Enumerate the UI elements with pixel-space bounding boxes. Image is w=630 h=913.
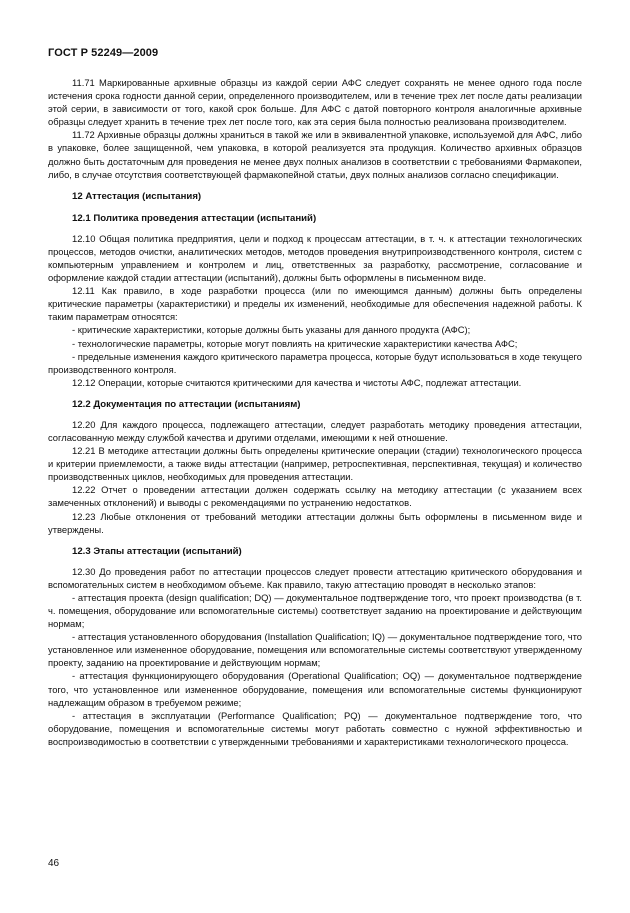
subsection-heading-12-1: 12.1 Политика проведения аттестации (испытаний)	[72, 212, 317, 224]
document-header: ГОСТ Р 52249—2009	[48, 47, 159, 59]
page-number: 46	[48, 858, 60, 869]
paragraph-12-22: 12.22 Отчет о проведении аттестации должен содержать ссылку на методику аттестации (с указанием всех замеченных отклонений) и выводы с рекомендациями по устранению недостатков.	[48, 484, 582, 509]
list-item-critical-characteristics: - критические характеристики, которые должны быть указаны для данного продукта (АФС);	[72, 324, 471, 336]
list-item-parameter-limits: - предельные изменения каждого критического параметра процесса, которые будут использоваться в ходе текущего производственного контроля.	[48, 350, 582, 375]
section-heading-12: 12 Аттестация (испытания)	[72, 190, 202, 202]
subsection-heading-12-3: 12.3 Этапы аттестации (испытаний)	[72, 545, 242, 557]
paragraph-11-72: 11.72 Архивные образцы должны храниться в такой же или в эквивалентной упаковке, используемой для АФС, либо в упаковке, более защищенной, чем упаковка, в которой реализуется эта продукция. Количество архивных образцов должно быть достаточным для проведения не менее двух полных анализов в соответствии с требованиями Фармакопеи, либо, в случае отсутствия соответствующей фармакопейной статьи, двух полных анализов согласно спецификации.	[48, 129, 582, 180]
list-item-dq: - аттестация проекта (design qualification; DQ) — документальное подтверждение того, что проект производства (в т. ч. помещения, оборудование или вспомогательные системы) соответствует заданию на проектирование и действующим нормам;	[48, 591, 582, 630]
paragraph-11-71: 11.71 Маркированные архивные образцы из каждой серии АФС следует сохранять не менее одного года после истечения срока годности данной серии, определенного производителем, или в течение трех лет после даты реализации этой серии, в зависимости от того, какой срок больше. Для АФС с датой повторного контроля аналогичные архивные образцы следует хранить в течение трех лет после того, как эта серия была полностью реализована производителем.	[48, 77, 582, 128]
paragraph-12-12: 12.12 Операции, которые считаются критическими для качества и чистоты АФС, подлежат аттестации.	[72, 376, 522, 388]
list-item-iq: - аттестация установленного оборудования (Installation Qualification; IQ) — документальное подтверждение того, что установленное или измененное оборудование, помещения или вспомогательные системы соответствуют утвержденному проекту, заданию на проектирование и действующим нормам;	[48, 631, 582, 669]
list-item-process-parameters: - технологические параметры, которые могут повлиять на критические характеристики качества АФС;	[72, 337, 518, 349]
paragraph-12-23: 12.23 Любые отклонения от требований методики аттестации должны быть оформлены в письменном виде и утверждены.	[48, 510, 582, 535]
paragraph-12-10: 12.10 Общая политика предприятия, цели и подход к процессам аттестации, в т. ч. к аттестации технологических процессов, методов очистки, аналитических методов, методов проведения внутрипроизводственного контроля, систем с компьютерным управлением и контролем и лиц, ответственных за разработку, рассмотрение, согласование и оформление каждой стадии аттестации (испытаний), должны быть оформлены в письменном виде.	[48, 232, 582, 284]
paragraph-12-20: 12.20 Для каждого процесса, подлежащего аттестации, следует разработать методику проведения аттестации, согласованную между службой качества и другими отделами, имеющими к ней отношение.	[48, 418, 582, 443]
subsection-heading-12-2: 12.2 Документация по аттестации (испытаниям)	[72, 398, 301, 410]
list-item-oq: - аттестация функционирующего оборудования (Operational Qualification; OQ) — документальное подтверждение того, что установленное или измененное оборудование, помещения или вспомогательные системы функционируют надлежащим образом в требуемом режиме;	[48, 670, 582, 708]
list-item-pq: - аттестация в эксплуатации (Performance Qualification; PQ) — документальное подтверждение того, что оборудование, помещения и вспомогательные системы могут работать совместно с нужной эффективностью и воспроизводимостью в соответствии с утвержденными требованиями и характеристиками технологического процесса.	[48, 709, 582, 747]
paragraph-12-30: 12.30 До проведения работ по аттестации процессов следует провести аттестацию критического оборудования и вспомогательных систем в необходимом объеме. Как правило, такую аттестацию проводят в несколько этапов:	[48, 565, 582, 590]
paragraph-12-11: 12.11 Как правило, в ходе разработки процесса (или по имеющимся данным) должны быть определены критические параметры (характеристики) и пределы их изменений, необходимые для обеспечения надежной работы. К таким параметрам относятся:	[48, 285, 582, 323]
document-body	[48, 76, 582, 748]
paragraph-12-21: 12.21 В методике аттестации должны быть определены критические операции (стадии) технологического процесса и критерии приемлемости, а также виды аттестации (например, ретроспективная, перспективная, текущая) и количество производственных циклов, необходимых для проведения аттестации.	[48, 445, 582, 483]
